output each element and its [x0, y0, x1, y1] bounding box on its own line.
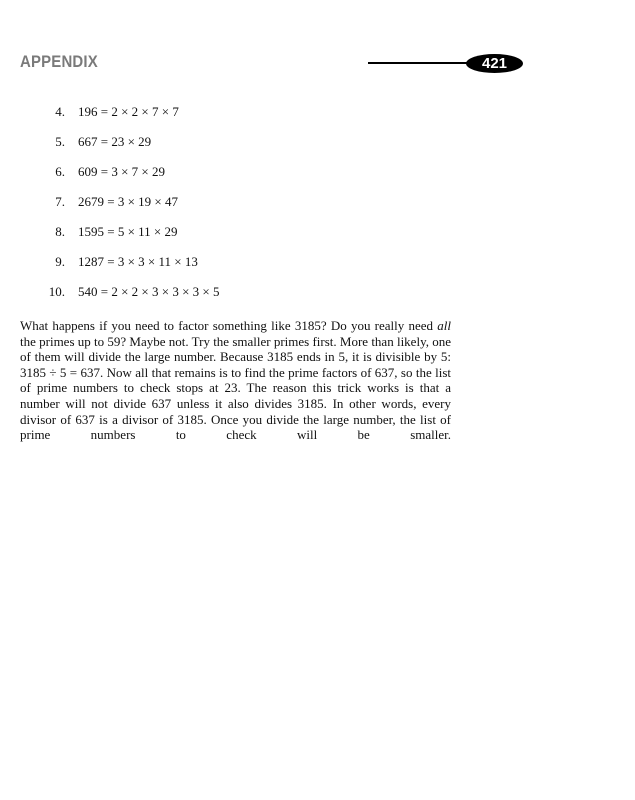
page-number-badge: 421	[466, 54, 523, 73]
list-item-number: 10.	[48, 284, 65, 299]
list-item-equation: 2679 = 3 × 19 × 47	[78, 194, 178, 209]
list-item-equation: 1287 = 3 × 3 × 11 × 13	[78, 254, 198, 269]
list-item-equation: 667 = 23 × 29	[78, 134, 152, 149]
list-item	[0, 134, 460, 164]
list-item	[0, 194, 460, 224]
list-item-equation: 196 = 2 × 2 × 7 × 7	[78, 104, 179, 119]
list-item-number: 7.	[55, 194, 65, 209]
paragraph-emphasis: all	[437, 318, 451, 333]
list-item	[0, 104, 460, 134]
list-item	[0, 254, 460, 284]
list-item	[0, 284, 460, 314]
factorization-list	[0, 104, 460, 314]
list-item-number: 4.	[55, 104, 65, 119]
list-item-equation: 1595 = 5 × 11 × 29	[78, 224, 178, 239]
list-item-number: 9.	[55, 254, 65, 269]
list-item-number: 8.	[55, 224, 65, 239]
paragraph-text-rest: the primes up to 59? Maybe not. Try the smaller primes first. More than likely, one of them will divide the large number. Because 3185 ends in 5, it is divisible by 5: 3185 ÷ 5 = 637. Now all that remains is to find the prime factors of 637, so the list of prime numbers to check stops at 23. The reason this trick works is that a number will not divide 637 unless it also divides 3185. In other words, every divisor of 637 is a divisor of 3185. Once you divide the large number, the list of prime numbers to check will be smaller.	[20, 333, 451, 443]
body-paragraph	[20, 318, 451, 443]
list-item	[0, 164, 460, 194]
list-item-number: 6.	[55, 164, 65, 179]
paragraph-text-start: What happens if you need to factor something like 3185? Do you really need	[20, 318, 438, 333]
list-item-equation: 609 = 3 × 7 × 29	[78, 164, 165, 179]
section-title: APPENDIX	[20, 52, 98, 71]
header-rule	[368, 62, 476, 64]
list-item-number: 5.	[55, 134, 65, 149]
list-item	[0, 224, 460, 254]
list-item-equation: 540 = 2 × 2 × 3 × 3 × 3 × 5	[78, 284, 220, 299]
